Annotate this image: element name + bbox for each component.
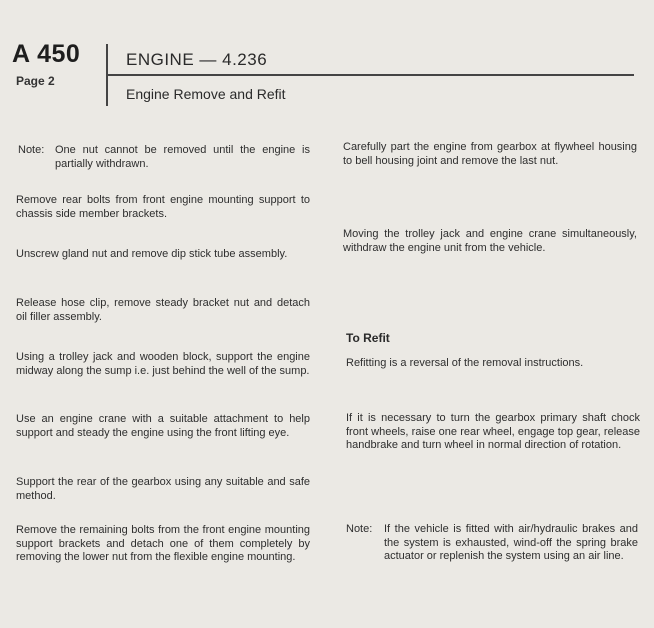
left-note-text: One nut cannot be removed until the engine is partially withdrawn. xyxy=(55,144,310,170)
left-note xyxy=(18,144,310,174)
right-note-label: Note: xyxy=(346,523,373,535)
step-remove-rear-bolts: Remove rear bolts from front engine mounting support to chassis side member brackets. xyxy=(16,194,310,220)
step-part-engine: Carefully part the engine from gearbox at flywheel housing to bell housing joint and remove the last nut. xyxy=(343,141,637,167)
right-note-text: If the vehicle is fitted with air/hydraulic brakes and the system is exhausted, wind-off the spring brake actuator or replenish the system using an air line. xyxy=(384,523,638,562)
step-withdraw-engine: Moving the trolley jack and engine crane simultaneously, withdraw the engine unit from the vehicle. xyxy=(343,228,637,254)
left-note-label: Note: xyxy=(18,144,45,156)
refit-heading: To Refit xyxy=(346,331,390,345)
refit-text: Refitting is a reversal of the removal instructions. xyxy=(346,357,584,369)
step-remove-remaining-bolts: Remove the remaining bolts from the front engine mounting support brackets and detach one of them completely by removing the lower nut from the flexible engine mounting. xyxy=(16,524,310,563)
horizontal-divider xyxy=(108,74,634,76)
step-turn-gearbox: If it is necessary to turn the gearbox primary shaft chock front wheels, raise one rear wheel, engage top gear, release handbrake and turn wheel in normal direction of rotation. xyxy=(346,412,640,451)
right-note xyxy=(346,523,638,581)
step-engine-crane: Use an engine crane with a suitable attachment to help support and steady the engine using the front lifting eye. xyxy=(16,413,310,439)
page-number: Page 2 xyxy=(16,74,55,88)
step-trolley-jack: Using a trolley jack and wooden block, support the engine midway along the sump i.e. just behind the well of the sump. xyxy=(16,351,310,377)
step-unscrew-gland-nut: Unscrew gland nut and remove dip stick tube assembly. xyxy=(16,248,288,260)
step-support-gearbox: Support the rear of the gearbox using any suitable and safe method. xyxy=(16,476,310,502)
step-release-hose-clip: Release hose clip, remove steady bracket nut and detach oil filler assembly. xyxy=(16,297,310,323)
page-code: A 450 xyxy=(12,40,81,68)
section-title: ENGINE — 4.236 xyxy=(126,50,268,69)
page-subtitle: Engine Remove and Refit xyxy=(126,86,286,102)
